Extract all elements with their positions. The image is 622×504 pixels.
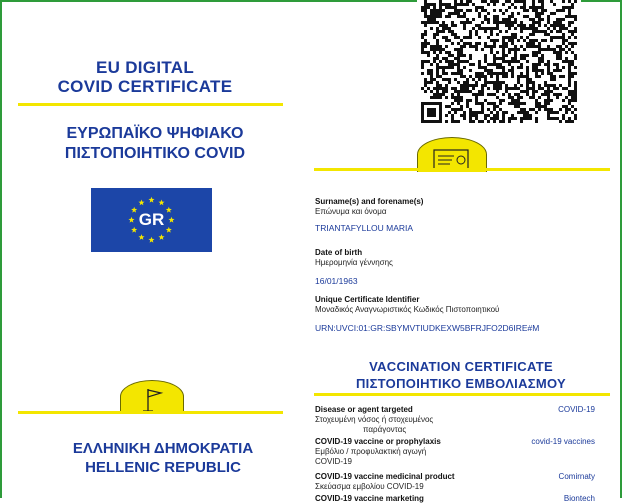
flag-emblem [120,380,184,413]
certificate-icon [418,138,486,172]
title-greek [20,124,290,164]
divider-line [18,411,283,414]
uci-sublabel: Μοναδικός Αναγνωριστικός Κωδικός Πιστοποιητικού [315,305,500,314]
holder-name-field [315,197,615,234]
row-value: covid-19 vaccines [531,437,595,446]
row-sublabel: παράγοντας [363,425,407,434]
vaccination-title [300,358,622,392]
vaccination-title-gr: ΠΙΣΤΟΠΟΙΗΤΙΚΟ ΕΜΒΟΛΙΑΣΜΟΥ [355,376,567,391]
row-value: Biontech [563,494,595,503]
uci-field [315,295,615,334]
name-sublabel: Επώνυμα και όνομα [315,207,387,216]
row-sublabel: Σκεύασμα εμβολίου COVID-19 [315,482,424,491]
dob-sublabel: Ημερομηνία γέννησης [315,258,393,267]
row-label: Disease or agent targeted [315,405,413,414]
row-value: Comirnaty [558,472,595,481]
divider-line [314,168,610,171]
divider-line [314,393,610,396]
row-label: COVID-19 vaccine marketing [315,494,424,503]
row-label: COVID-19 vaccine or prophylaxis [315,437,441,446]
eu-flag [91,188,212,252]
row-value: COVID-19 [558,405,595,414]
title-en-line2: COVID CERTIFICATE [57,77,233,96]
certificate-emblem [417,137,487,172]
dob-value: 16/01/1963 [315,276,358,286]
flag-icon [121,381,183,413]
dob-field [315,248,615,287]
qr-code [417,0,581,126]
name-label: Surname(s) and forename(s) [315,197,424,206]
republic-greek: ΕΛΛΗΝΙΚΗ ΔΗΜΟΚΡΑΤΙΑ [72,440,254,457]
qr-code-icon [417,0,581,126]
cover-panel [0,0,300,500]
dob-label: Date of birth [315,248,363,257]
name-value: TRIANTAFYLLOU MARIA [315,223,414,233]
row-sublabel: Στοχευμένη νόσος ή στοχευμένος [315,415,434,424]
row-sublabel: Εμβόλιο / προφυλακτική αγωγή [315,447,427,456]
row-label: COVID-19 vaccine medicinal product [315,472,455,481]
uci-value: URN:UVCI:01:GR:SBYMVTIUDKEXW5BFRJFO2D6IRE#M [315,323,540,333]
title-en-line1: EU DIGITAL [95,58,195,77]
title-english [50,58,240,96]
details-panel [300,0,622,503]
title-gr-line2: ΠΙΣΤΟΠΟΙΗΤΙΚΟ COVID [64,145,246,162]
title-gr-line1: ΕΥΡΩΠΑΪΚΟ ΨΗΦΙΑΚΟ [66,125,244,142]
uci-label: Unique Certificate Identifier [315,295,420,304]
republic-english: HELLENIC REPUBLIC [85,459,241,476]
divider-line [18,103,283,106]
country-code: GR [138,210,165,229]
row-sublabel: COVID-19 [315,457,352,466]
vaccination-title-en: VACCINATION CERTIFICATE [369,359,553,374]
